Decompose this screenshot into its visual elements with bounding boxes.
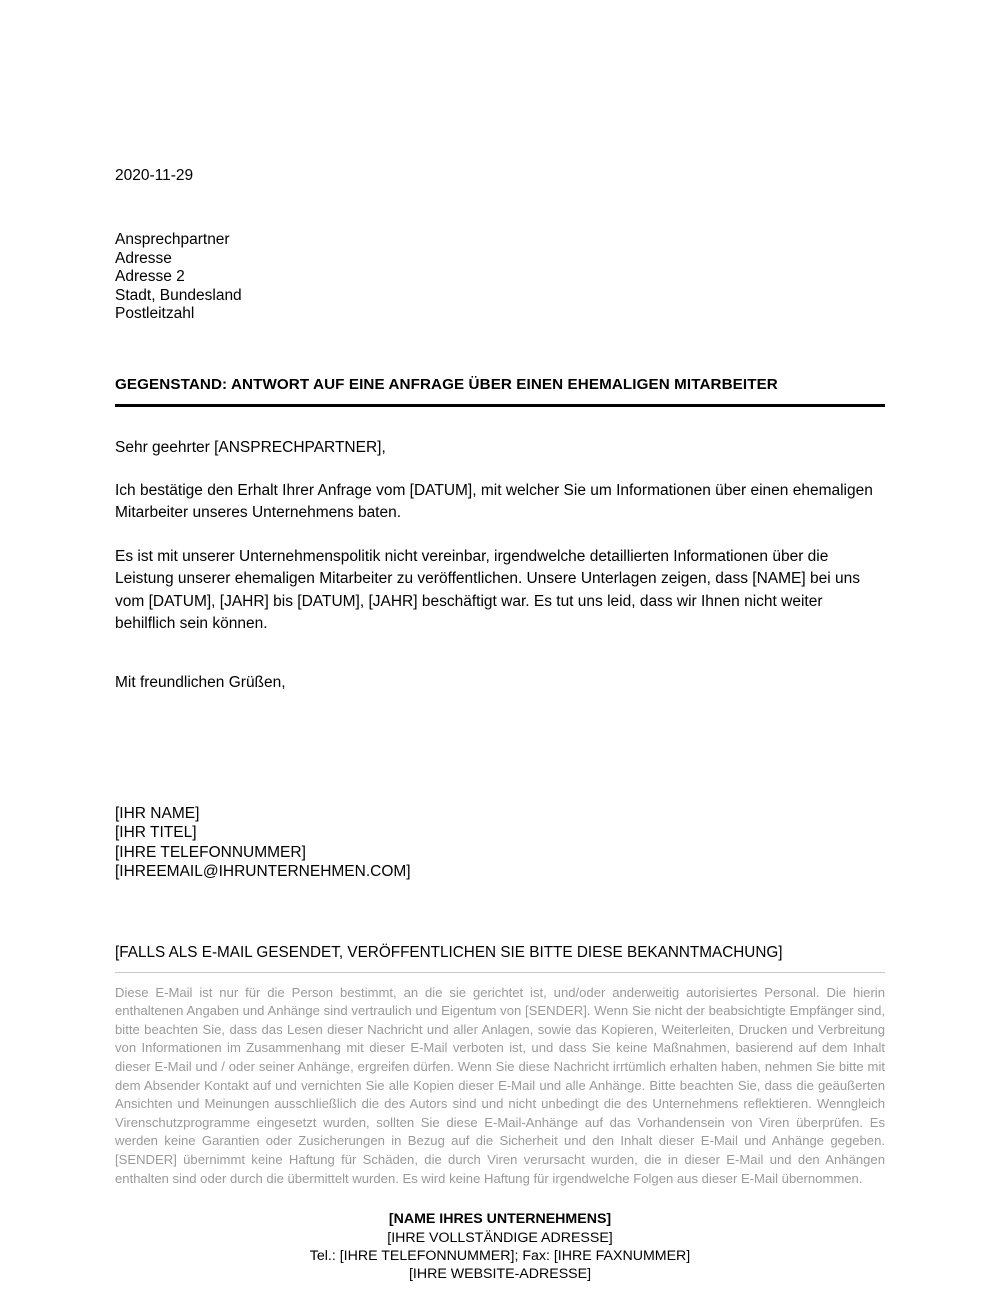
disclaimer-divider	[115, 972, 885, 973]
body-paragraph-1: Ich bestätige den Erhalt Ihrer Anfrage vom [DATUM], mit welcher Sie um Informationen über einen ehemaligen Mitarbeiter unseres Unternehmens baten.	[115, 481, 873, 522]
body-paragraph-2: Es ist mit unserer Unternehmenspolitik nicht vereinbar, irgendwelche detaillierten Informationen über die Leistung unserer ehemaligen Mitarbeiter zu veröffentlichen. Unsere Unterlagen zeigen, dass [NAME] bei uns vom [DATUM], [JAHR] bis [DATUM], [JAHR] beschäftigt war. Es tut uns leid, dass wir Ihnen nicht weiter behilflich sein können.	[115, 547, 860, 633]
disclaimer-heading: [FALLS ALS E-MAIL GESENDET, VERÖFFENTLICHEN SIE BITTE DIESE BEKANNTMACHUNG]	[115, 943, 783, 961]
subject-line: GEGENSTAND: ANTWORT AUF EINE ANFRAGE ÜBER EINEN EHEMALIGEN MITARBEITER	[115, 375, 778, 393]
recipient-line: Stadt, Bundesland	[115, 286, 242, 304]
subject-divider	[115, 404, 885, 407]
signature-phone: [IHRE TELEFONNUMMER]	[115, 843, 306, 861]
footer-address: [IHRE VOLLSTÄNDIGE ADRESSE]	[387, 1229, 613, 1246]
recipient-line: Ansprechpartner	[115, 231, 230, 248]
recipient-line: Adresse 2	[115, 268, 185, 286]
closing-line: Mit freundlichen Grüßen,	[115, 673, 286, 691]
signature-email: [IHREEMAIL@IHRUNTERNEHMEN.COM]	[115, 863, 411, 881]
letter-date: 2020-11-29	[115, 167, 194, 184]
recipient-address-block	[115, 231, 885, 324]
disclaimer-text: Diese E-Mail ist nur für die Person bestimmt, an die sie gerichtet ist, und/oder anderweitig autorisiertes Personal. Die hierin enthaltenen Angaben und Anhänge sind vertraulich und Eigentum von [SENDER]. Wenn Sie nicht der beabsichtigte Empfänger sind, bitte beachten Sie, dass das Lesen dieser Nachricht und aller Anlagen, sowie das Kopieren, Weiterleiten, Drucken und Verbreitung von Informationen im Zusammenhang mit dieser E-Mail verboten ist, und dass Sie keine Maßnahmen, basierend auf dem Inhalt dieser E-Mail und / oder seiner Anhänge, ergreifen dürfen. Wenn Sie diese Nachricht irrtümlich erhalten haben, nehmen Sie bitte mit dem Absender Kontakt auf und vernichten Sie alle Kopien dieser E-Mail und alle Anhänge. Bitte beachten Sie, dass die geäußerten Ansichten und Meinungen ausschließlich die des Autors sind und nicht unbedingt die des Unternehmens reflektieren. Wenngleich Virenschutzprogramme eingesetzt wurden, sollten Sie diese E-Mail-Anhänge auf das Vorhandensein von Viren überprüfen. Es werden keine Garantien oder Zusicherungen in Bezug auf die Sicherheit und den Inhalt dieser E-Mail und Anhänge gegeben. [SENDER] übernimmt keine Haftung für Schäden, die durch Viren verursacht wurden, die in dieser E-Mail und den Anhängen enthalten sind oder durch die übermittelt wurden. Es wird keine Haftung für irgendwelche Folgen aus dieser E-Mail übernommen.	[115, 984, 885, 1186]
footer-website: [IHRE WEBSITE-ADRESSE]	[408, 1266, 592, 1283]
signature-title: [IHR TITEL]	[115, 824, 197, 842]
footer-company-name: [NAME IHRES UNTERNEHMENS]	[388, 1211, 612, 1228]
salutation: Sehr geehrter [ANSPRECHPARTNER],	[115, 438, 386, 456]
recipient-line: Postleitzahl	[115, 305, 195, 323]
signature-name: [IHR NAME]	[115, 804, 200, 822]
recipient-line: Adresse	[115, 249, 172, 267]
page-footer	[115, 1210, 885, 1284]
footer-contact: Tel.: [IHRE TELEFONNUMMER]; Fax: [IHRE FAXNUMMER]	[309, 1247, 691, 1264]
signature-block	[115, 804, 885, 882]
